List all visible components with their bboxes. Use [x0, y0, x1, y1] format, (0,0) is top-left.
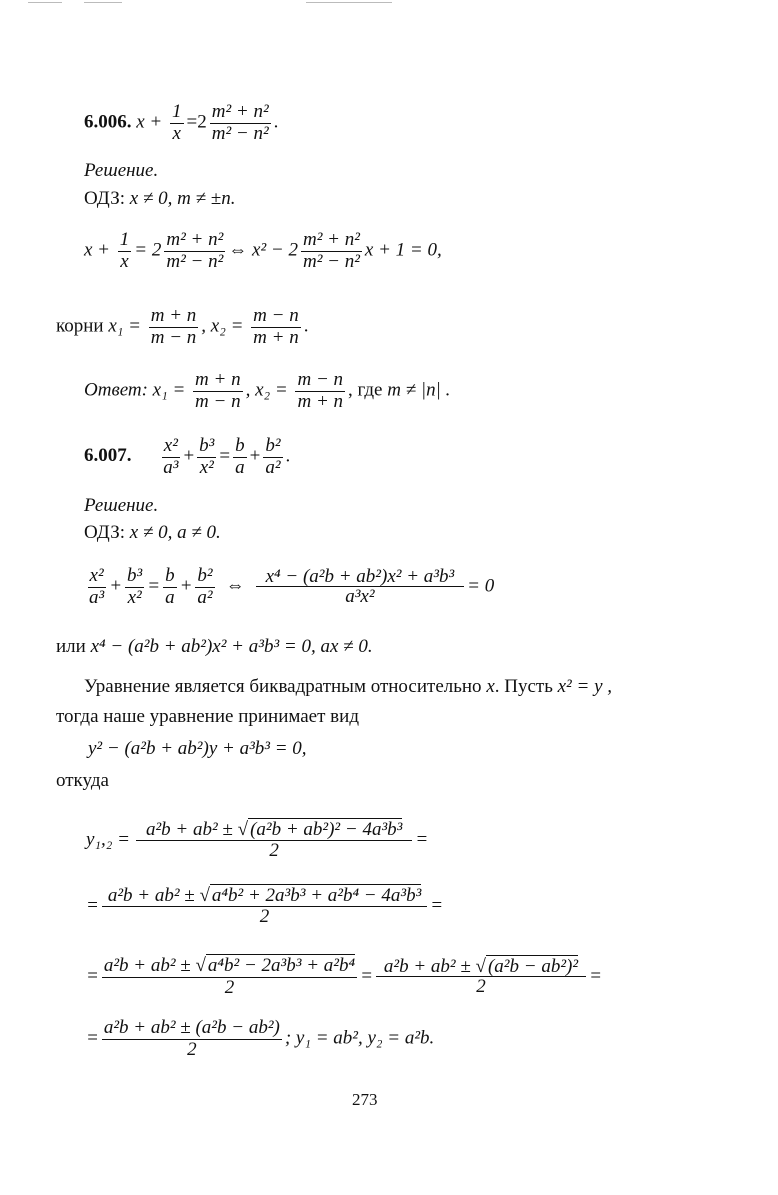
fraction: $\frac{\text{b²}}{\text{a²}}$ [265, 435, 281, 478]
problem-number: 6.006. [84, 111, 132, 133]
text-line: тогда наше уравнение принимает вид [56, 706, 359, 727]
sqrt-icon: √ [195, 955, 206, 976]
fraction: $\frac{\text{a²b + ab² ± (a²b − ab²)}}{2}$ [103, 1017, 280, 1060]
fraction: $\frac{\text{m² + n²}}{\text{m² − n²}}$ [302, 229, 360, 272]
or-line: или x⁴ − (a²b + ab²)x² + a³b³ = 0, ax ≠ 0. [56, 636, 373, 657]
fraction: $\frac{\text{x²}}{\text{a³}}$ [89, 565, 105, 608]
fraction: $\frac{\text{x⁴ − (a²b + ab²)x² + a³b³}}{\text{a³x²}}$ [256, 567, 465, 608]
scan-artifact [28, 2, 62, 3]
fraction: $\frac{\text{a²b + ab² ± √ a⁴b² + 2a³b³ + a²b⁴ − 4a³b³}}{2}$ [102, 886, 427, 927]
problem-number: 6.007. [84, 445, 132, 467]
fraction: $\frac{\text{b²}}{\text{a²}}$ [197, 565, 213, 608]
solution-label: Решение. [84, 160, 159, 181]
fraction: $\frac{b}{a}$ [165, 565, 175, 608]
scan-artifact [84, 2, 122, 3]
fraction: $\frac{\text{b³}}{\text{x²}}$ [127, 565, 143, 608]
fraction: $\frac{\text{a²b + ab² ± √ (a²b − ab²)²}}{2}$ [376, 957, 586, 998]
answer-line: Ответ: x₁ = $\frac{m + n}{m - n}$ , x₂ = $\frac{m - n}{m + n}$ , где m ≠ |n| . [84, 369, 451, 412]
fraction: $\frac{m - n}{m + n}$ [297, 369, 344, 412]
text-line: откуда [56, 770, 109, 791]
fraction: $\frac{m + n}{m - n}$ [150, 305, 197, 348]
answer-label: Ответ: [84, 379, 148, 401]
fraction: $\frac{\text{m² + n²}}{\text{m² − n²}}$ [211, 101, 269, 144]
fraction: $\frac{\text{x²}}{\text{a³}}$ [163, 435, 179, 478]
fraction: $\frac{b}{a}$ [235, 435, 245, 478]
text-line: Уравнение является биквадратным относительно x. Пусть x² = y , [84, 676, 613, 697]
solution-label: Решение. [84, 495, 159, 516]
sqrt-icon: √ [199, 885, 210, 906]
fraction: $\frac{\text{m² + n²}}{\text{m² − n²}}$ [166, 229, 224, 272]
page-number: 273 [352, 1090, 378, 1109]
fraction: $\frac{1}{x}$ [172, 101, 182, 144]
scan-artifact [306, 2, 392, 3]
fraction: $\frac{m + n}{m - n}$ [195, 369, 241, 412]
roots-line: корни x₁ = $\frac{m + n}{m - n}$ , x₂ = $\frac{m - n}{m + n}$ . [56, 305, 309, 348]
solution-step: = $\frac{\text{a²b + ab² ± √ a⁴b² + 2a³b³ + a²b⁴ − 4a³b³}}{2}$ = [86, 885, 444, 927]
odz-line: ОДЗ: x ≠ 0, a ≠ 0. [84, 522, 221, 543]
solution-step: = $\frac{\text{a²b + ab² ± √ a⁴b² − 2a³b³ + a²b⁴}}{2}$ = $\frac{\text{a²b + ab² ± √ (a²b − ab²)²}}{2}$ = [86, 955, 602, 998]
sqrt-icon: √ [237, 819, 249, 840]
equation-y: y² − (a²b + ab²)y + a³b³ = 0, [88, 738, 307, 759]
sqrt-icon: √ [475, 955, 486, 977]
equation-step: $\frac{\text{x²}}{\text{a³}}$ + $\frac{\text{b³}}{\text{x²}}$ = $\frac{b}{a}$ + $\frac{\text{b²}}{\text{a²}}$ ⇔ $\frac{\text{x⁴ − (a²b + ab²)x² + a³b³}}{\text{a³x²}}$ = 0 [89, 565, 495, 608]
solution-step: = $\frac{\text{a²b + ab² ± (a²b − ab²)}}{2}$ ; y₁ = ab², y₂ = a²b. [86, 1017, 435, 1060]
equation-step: x + $\frac{1}{x}$ = 2 $\frac{\text{m² + n²}}{\text{m² − n²}}$ ⇔ x² − 2 $\frac{\text{m² + n²}}{\text{m² − n²}}$ x + 1 = 0, [84, 229, 442, 272]
solution-step: y₁,₂ = $\frac{\text{a²b + ab² ± √ (a²b + ab²)² − 4a³b³}}{2}$ = [86, 819, 429, 861]
problem-6006-statement: 6.006. x + $\frac{1}{x}$ =2 $\frac{\text{m² + n²}}{\text{m² − n²}}$ . [84, 101, 279, 144]
fraction: $\frac{1}{x}$ [119, 229, 130, 272]
fraction: $\frac{m - n}{m + n}$ [253, 305, 299, 348]
odz-line: ОДЗ: x ≠ 0, m ≠ ±n. [84, 188, 236, 209]
problem-6007-statement: 6.007. $\frac{\text{x²}}{\text{a³}}$ + $\frac{\text{b³}}{\text{x²}}$ = $\frac{b}{a}$ + $\frac{\text{b²}}{\text{a²}}$ . [84, 435, 291, 478]
fraction: $\frac{\text{b³}}{\text{x²}}$ [199, 435, 215, 478]
fraction: $\frac{\text{a²b + ab² ± √ (a²b + ab²)² − 4a³b³}}{2}$ [136, 820, 412, 861]
fraction: $\frac{\text{a²b + ab² ± √ a⁴b² − 2a³b³ + a²b⁴}}{2}$ [103, 955, 356, 998]
